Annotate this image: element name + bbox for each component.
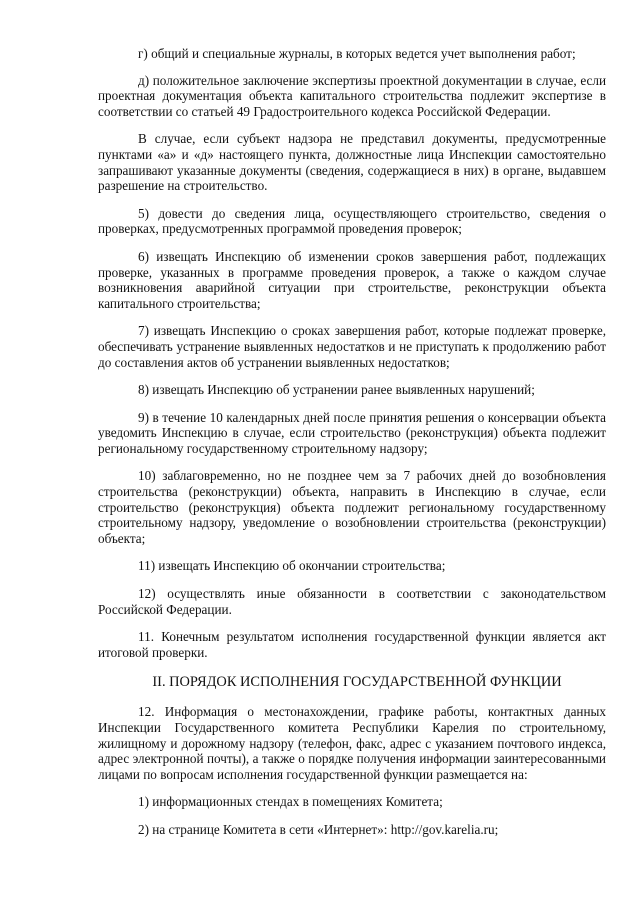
paragraph-information-12: 12. Информация о местонахождении, графике работы, контактных данных Инспекции Государственного комитета Республики Карелия по строительному, жилищному и дорожному надзору (телефон, факс, адрес с указанием почтового индекса, адрес электронной почты), а также о порядке получения информации заинтересованными лицами по вопросам исполнения государственной функции размещается на: — [98, 704, 606, 782]
paragraph-missing-documents: В случае, если субъект надзора не представил документы, предусмотренные пунктами «а» и «д» настоящего пункта, должностные лица Инспекции самостоятельно запрашивают указанные документы (сведения, содержащиеся в них) в органе, выдавшем разрешение на строительство. — [98, 131, 606, 194]
paragraph-item-g: г) общий и специальные журналы, в которых ведется учет выполнения работ; — [138, 46, 576, 61]
section-heading: II. ПОРЯДОК ИСПОЛНЕНИЯ ГОСУДАРСТВЕННОЙ ФУНКЦИИ — [152, 674, 562, 691]
paragraph-item-d: д) положительное заключение экспертизы проектной документации в случае, если проектная документация объекта капитального строительства подлежит экспертизе в соответствии со статьей 49 Градостроительного кодекса Российской Федерации. — [98, 72, 606, 119]
paragraph-final-result: 11. Конечным результатом исполнения государственной функции является акт итоговой проверки. — [98, 629, 606, 660]
paragraph-item-10: 10) заблаговременно, но не позднее чем за 7 рабочих дней до возобновления строительства (реконструкции) объекта, направить в Инспекцию в случае, если строительство (реконструкция) объекта подлежит региональному государственному строительному надзору, уведомление о возобновлении строительства (реконструкции) объекта; — [98, 468, 606, 546]
paragraph-item-5: 5) довести до сведения лица, осуществляющего строительство, сведения о проверках, предусмотренных программой проведения проверок; — [98, 205, 606, 237]
list-item-internet: 2) на странице Комитета в сети «Интернет»: http://gov.karelia.ru; — [138, 821, 499, 837]
paragraph-item-9: 9) в течение 10 календарных дней после принятия решения о консервации объекта уведомить Инспекцию в случае, если строительство (реконструкция) объекта подлежит региональному государственному строительному надзору; — [98, 409, 606, 456]
paragraph-item-7: 7) извещать Инспекцию о сроках завершения работ, которые подлежат проверке, обеспечивать устранение выявленных недостатков и не приступать к продолжению работ до составления актов об устранении выявленных недостатков; — [98, 323, 606, 370]
list-item-stands: 1) информационных стендах в помещениях Комитета; — [138, 794, 443, 810]
paragraph-item-6: 6) извещать Инспекцию об изменении сроков завершения работ, подлежащих проверке, указанных в программе проведения проверок, а также о каждом случае возникновения аварийной ситуации при строительстве, реконструкции объекта капитального строительства; — [98, 248, 606, 311]
paragraph-item-8: 8) извещать Инспекцию об устранении ранее выявленных нарушений; — [138, 382, 535, 398]
paragraph-item-12: 12) осуществлять иные обязанности в соответствии с законодательством Российской Федерации. — [98, 586, 606, 617]
paragraph-item-11: 11) извещать Инспекцию об окончании строительства; — [138, 558, 446, 574]
